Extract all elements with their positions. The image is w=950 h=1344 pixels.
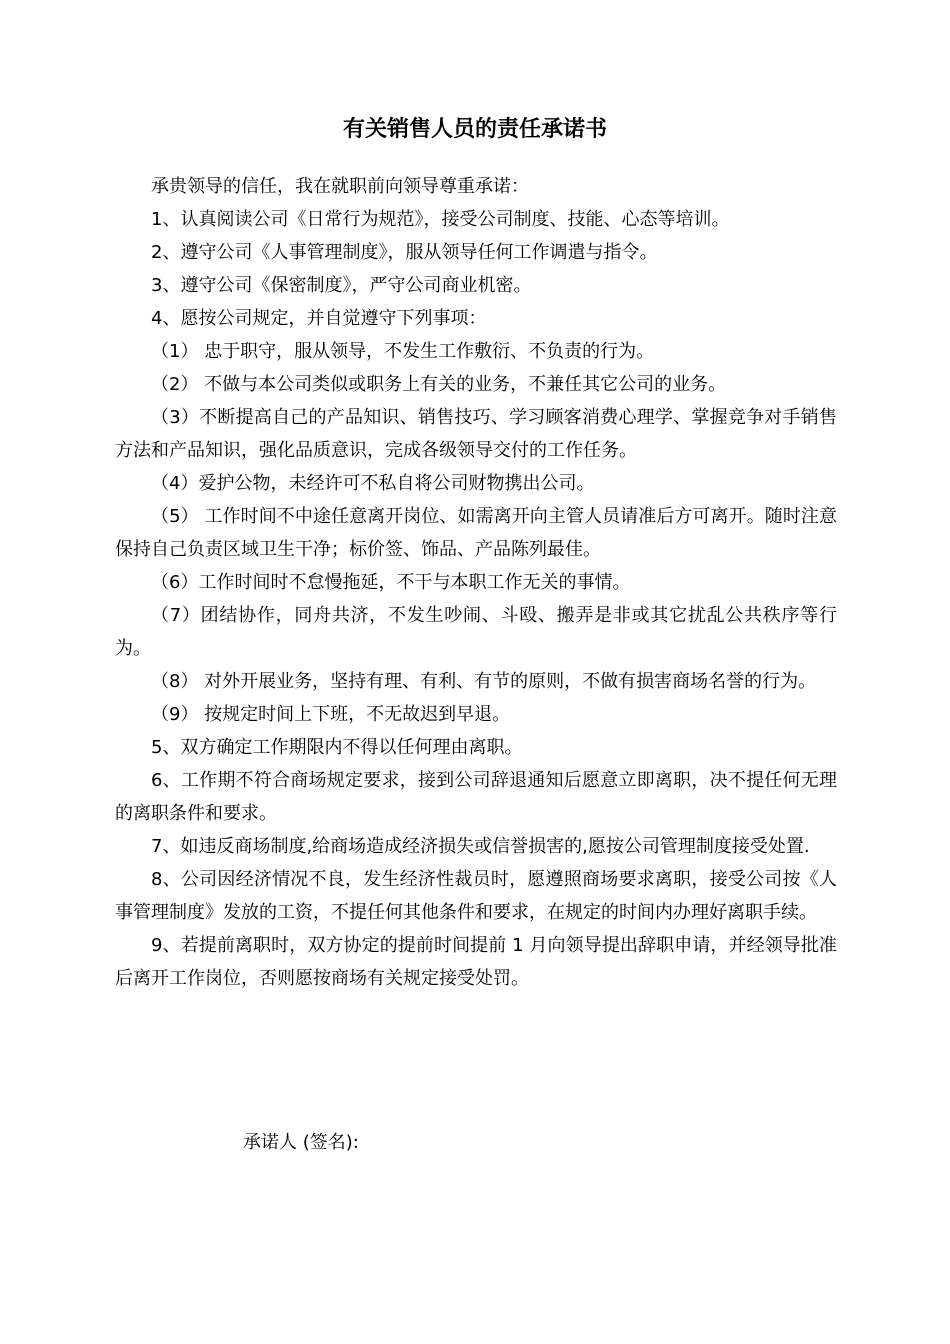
intro-paragraph: 承贵领导的信任，我在就职前向领导尊重承诺：	[151, 176, 529, 197]
clause-4: 4、愿按公司规定，并自觉遵守下列事项：	[151, 308, 487, 329]
sub-clause-2: （2） 不做与本公司类似或职务上有关的业务，不兼任其它公司的业务。	[151, 374, 727, 395]
clause-2: 2、遵守公司《人事管理制度》，服从领导任何工作调遣与指令。	[151, 242, 658, 263]
clause-7: 7、如违反商场制度,给商场造成经济损失或信誉损害的,愿按公司管理制度接受处置.	[151, 836, 810, 857]
sub-clause-6: （6）工作时间时不怠慢拖延，不干与本职工作无关的事情。	[151, 572, 631, 593]
clause-6: 6、工作期不符合商场规定要求，接到公司辞退通知后愿意立即离职，决不提任何无理的离职条件和要求。	[115, 770, 837, 824]
sub-clause-3: （3）不断提高自己的产品知识、销售技巧、学习顾客消费心理学、掌握竞争对手销售方法和产品知识，强化品质意识，完成各级领导交付的工作任务。	[115, 407, 837, 461]
sub-clause-9: （9） 按规定时间上下班，不无故迟到早退。	[151, 704, 511, 725]
signature-label: 承诺人 (签名):	[243, 1132, 359, 1153]
clause-1: 1、认真阅读公司《日常行为规范》，接受公司制度、技能、心态等培训。	[151, 209, 730, 230]
sub-clause-7: （7）团结协作，同舟共济，不发生吵闹、斗殴、搬弄是非或其它扰乱公共秩序等行为。	[115, 605, 837, 659]
sub-clause-8: （8） 对外开展业务，坚持有理、有利、有节的原则，不做有损害商场名誉的行为。	[151, 671, 817, 692]
clause-8: 8、公司因经济情况不良，发生经济性裁员时，愿遵照商场要求离职，接受公司按《人事管理制度》发放的工资，不提任何其他条件和要求，在规定的时间内办理好离职手续。	[115, 869, 837, 923]
document-body	[115, 170, 837, 995]
clause-5: 5、双方确定工作期限内不得以任何理由离职。	[151, 737, 523, 758]
sub-clause-1: （1） 忠于职守，服从领导，不发生工作敷衍、不负责的行为。	[151, 341, 655, 362]
clause-9: 9、若提前离职时，双方协定的提前时间提前 1 月向领导提出辞职申请，并经领导批准后离开工作岗位，否则愿按商场有关规定接受处罚。	[115, 935, 837, 989]
sub-clause-5: （5） 工作时间不中途任意离开岗位、如需离开向主管人员请准后方可离开。随时注意保持自己负责区域卫生干净；标价签、饰品、产品陈列最佳。	[115, 506, 837, 560]
sub-clause-4: （4）爱护公物，未经许可不私自将公司财物携出公司。	[151, 473, 595, 494]
document-title: 有关销售人员的责任承诺书	[342, 117, 607, 142]
clause-3: 3、遵守公司《保密制度》，严守公司商业机密。	[151, 275, 532, 296]
